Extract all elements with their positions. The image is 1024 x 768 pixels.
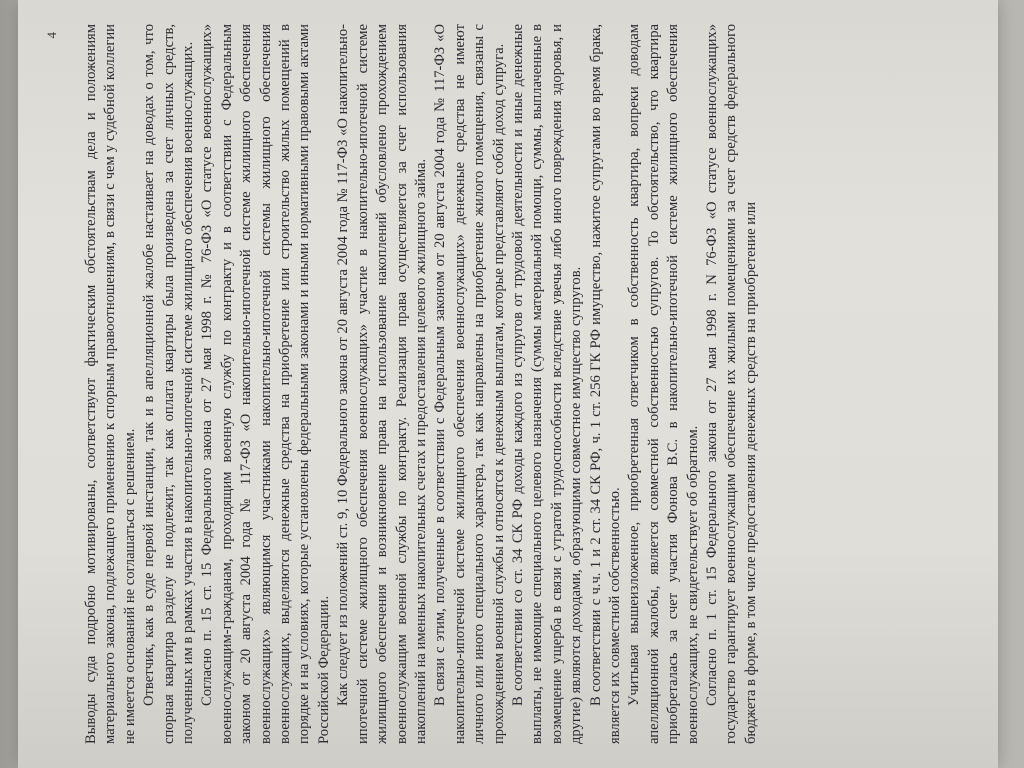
document-sheet (18, 0, 998, 768)
paragraph: Ответчик, как в суде первой инстанции, так и в апелляционной жалобе настаивает на доводах о том, что спорная квартира разделу не подлежит, так как оплата квартиры была произведена за счет личных средств, полученных им в рамках участия в накопительно-ипотечной системе жилищного обеспечения военнослужащих. (141, 24, 197, 744)
paragraph: В связи с этим, полученные в соответствии с Федеральным законом от 20 августа 2004 года № 117-ФЗ «О накопительно-ипотечной системе жилищного обеспечения военнослужащих» денежные средства не имеют личного или иного специального характера, так как направлены на приобретение жилого помещения, связаны с прохождением военной службы и относятся к денежным выплатам, которые представляют собой доход супруга. (432, 24, 507, 744)
paragraph: В соответствии со ст. 34 СК РФ доходы каждого из супругов от трудовой деятельности и иные денежные выплаты, не имеющие специального целевого назначения (суммы материальной помощи, суммы, выплаченные в возмещение ущерба в связи с утратой трудоспособности вследствие увечья либо иного повреждения здоровья, и другие) являются доходами, образующими совместное имущество супругов. (509, 24, 585, 744)
paragraph: В соответствии с ч.ч. 1 и 2 ст. 34 СК РФ, ч. 1 ст. 256 ГК РФ имущество, нажитое супругами во время брака, является их совместной собственностью. (587, 24, 623, 744)
paragraph: Учитывая вышеизложенное, приобретенная ответчиком в собственность квартира, вопреки доводам апелляционной жалобы, является совместной собственностью супругов. То обстоятельство, что квартира приобреталась за счет участия Фонова В.С. в накопительно-ипотечной системе жилищного обеспечения военнослужащих, не свидетельствует об обратном. (626, 24, 701, 744)
paragraph: Согласно п. 15 ст. 15 Федерального закона от 27 мая 1998 г. № 76-ФЗ «О статусе военнослужащих» военнослужащим-гражданам, проходящим военную службу по контракту и в соответствии с Федеральным законом от 20 августа 2004 года № 117-ФЗ «О накопительно-ипотечной системе жилищного обеспечения военнослужащих» являющимся участниками накопительно-ипотечной системы жилищного обеспечения военнослужащих, выделяются денежные средства на приобретение или строительство жилых помещений в порядке и на условиях, которые установлены федеральными законами и иными нормативными правовыми актами Российской Федерации. (199, 24, 332, 744)
paragraph: Согласно п. 1 ст. 15 Федерального закона от 27 мая 1998 г. N 76-ФЗ «О статусе военнослужащих» государство гарантирует военнослужащим обеспечение их жилыми помещениями за счет средств федерального бюджета в форме, в том числе предоставления денежных средств на приобретение или (704, 24, 759, 744)
paragraph: Выводы суда подробно мотивированы, соответствуют фактическим обстоятельствам дела и положениям материального закона, подлежащего применению к спорным правоотношениям, в связи с чем у судебной коллегии не имеется оснований не соглашаться с решением. (83, 24, 138, 744)
document-body (82, 24, 761, 744)
page-number: 4 (44, 32, 59, 39)
rotated-page (38, 14, 978, 754)
paragraph: Как следует из положений ст. 9, 10 Федерального закона от 20 августа 2004 года № 117-ФЗ «О накопительно-ипотечной системе жилищного обеспечения военнослужащих» участие в накопительно-ипотечной системе жилищного обеспечения и возникновение права на использование накоплений обусловлено прохождением военнослужащим военной службы по контракту. Реализация права осуществляется за счет использования накоплений на именных накопительных счетах и предоставления целевого жилищного займа. (335, 24, 429, 744)
